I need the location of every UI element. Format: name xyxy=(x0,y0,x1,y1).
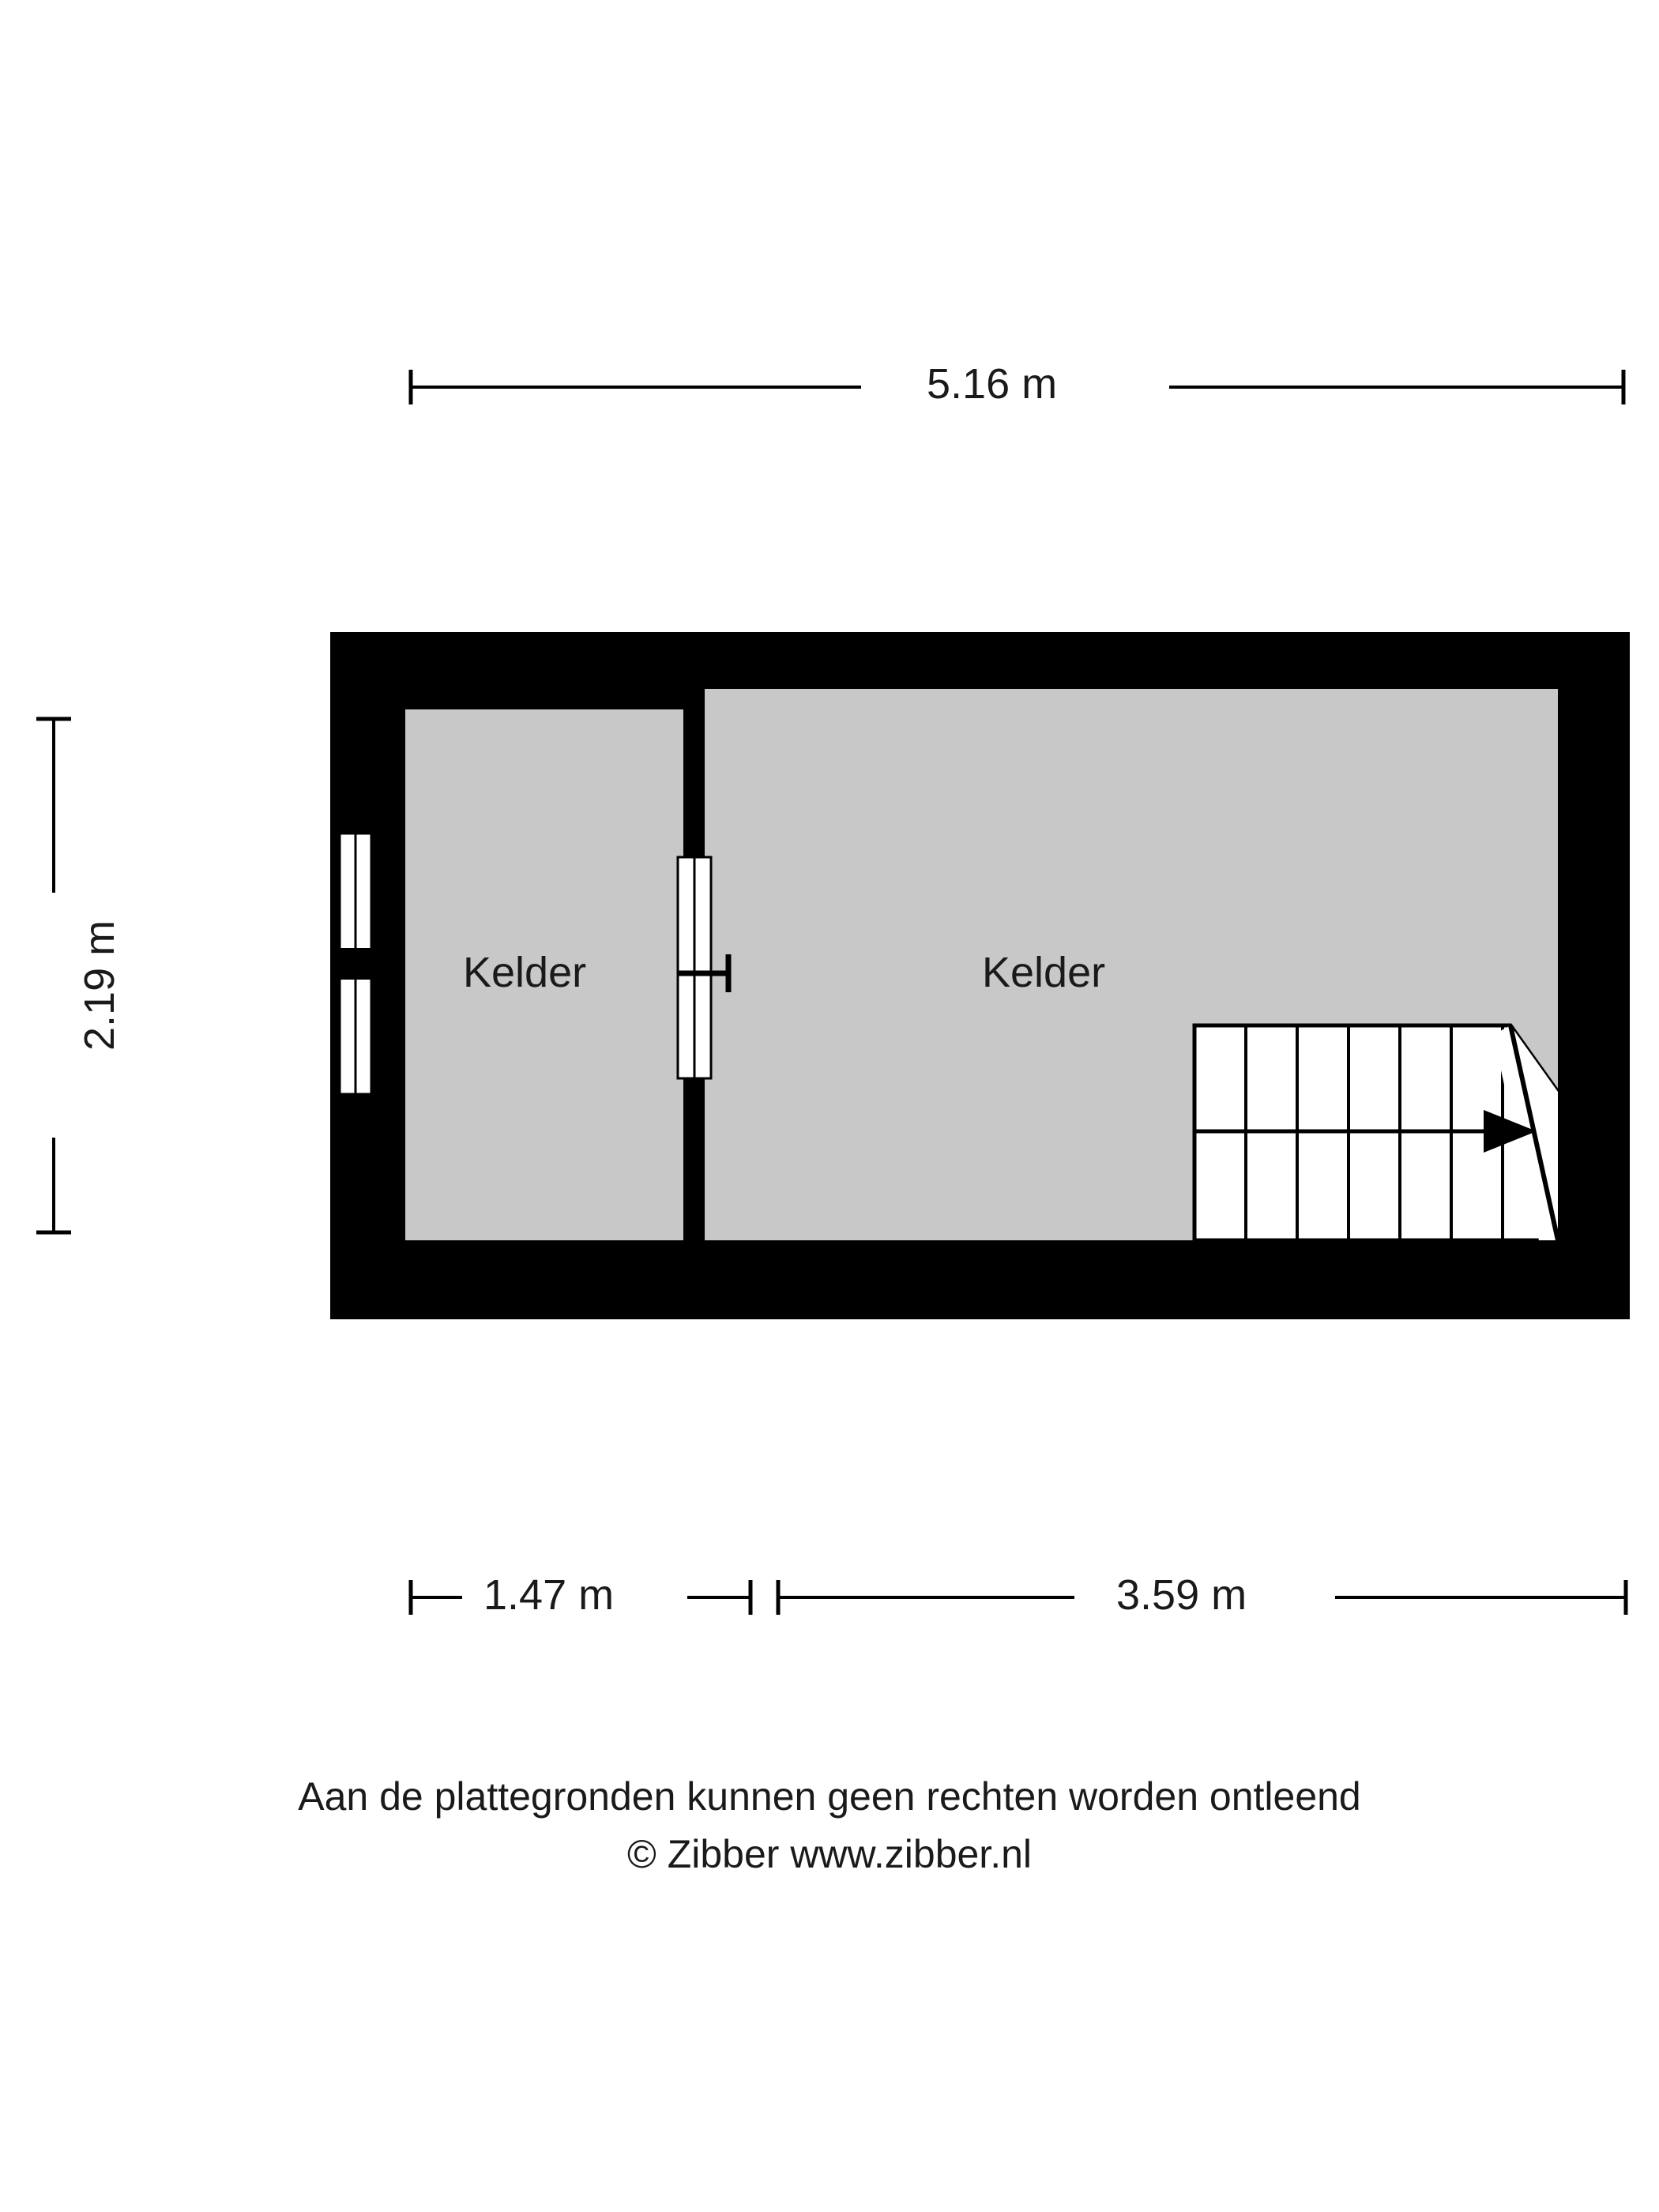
dimension-left xyxy=(36,719,71,1232)
dimension-bottom-left-label: 1.47 m xyxy=(483,1571,615,1619)
footer-disclaimer: Aan de plattegronden kunnen geen rechten worden ontleend xyxy=(298,1774,1361,1819)
dimension-bottom-right-label: 3.59 m xyxy=(1116,1571,1247,1619)
room-label-kelder-left: Kelder xyxy=(463,949,587,996)
door-opening-left-wall xyxy=(340,833,371,1094)
room-label-kelder-right: Kelder xyxy=(982,949,1106,996)
dimension-top-label: 5.16 m xyxy=(927,360,1058,408)
footer-copyright: © Zibber www.zibber.nl xyxy=(626,1832,1033,1876)
dimension-left-label: 2.19 m xyxy=(76,920,123,1051)
staircase xyxy=(1194,1025,1558,1240)
